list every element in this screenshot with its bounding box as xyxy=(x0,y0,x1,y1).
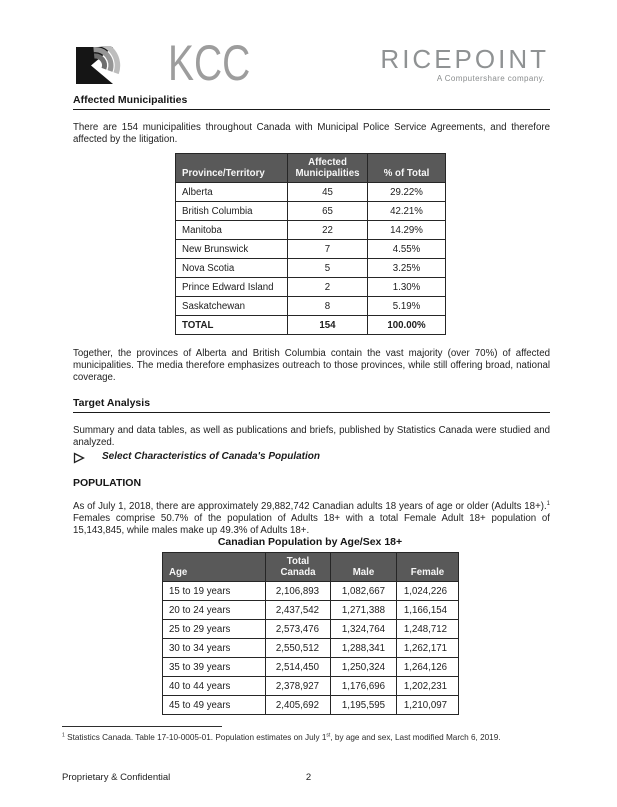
table-cell: Saskatchewan xyxy=(176,297,288,316)
table-row xyxy=(163,639,459,658)
footnote-reference-marker: 1 xyxy=(546,500,550,507)
section-heading-affected-municipalities: Affected Municipalities xyxy=(73,94,550,110)
section-heading-target-analysis: Target Analysis xyxy=(73,397,550,413)
table-cell: 1,324,764 xyxy=(331,620,397,639)
table-cell: 7 xyxy=(288,240,368,259)
table-cell: 65 xyxy=(288,202,368,221)
table-cell: 42.21% xyxy=(368,202,446,221)
footnote xyxy=(62,733,554,743)
table-row xyxy=(176,297,446,316)
table-cell: Manitoba xyxy=(176,221,288,240)
table-cell: 2,550,512 xyxy=(266,639,331,658)
table-header-row xyxy=(163,553,459,582)
kcc-logo-text: KCC xyxy=(168,35,251,91)
table-cell: British Columbia xyxy=(176,202,288,221)
footnote-ordinal-suffix: st xyxy=(326,732,331,739)
table-cell: New Brunswick xyxy=(176,240,288,259)
table-cell: 1,248,712 xyxy=(397,620,459,639)
table-cell: 29.22% xyxy=(368,183,446,202)
kcc-logo-icon xyxy=(76,46,140,86)
population-paragraph-part2: Females comprise 50.7% of the population of Adults 18+ with a total Female Adult 18+ population of 15,143,845, while males make up 49.3% of Adults 18+. xyxy=(73,512,550,536)
table-cell: 1,262,171 xyxy=(397,639,459,658)
table-row xyxy=(163,582,459,601)
table-cell: 20 to 24 years xyxy=(163,601,266,620)
table-cell: 14.29% xyxy=(368,221,446,240)
column-header: Male xyxy=(331,553,397,582)
table-cell: 2,405,692 xyxy=(266,696,331,715)
bullet-item xyxy=(73,451,550,464)
table-row xyxy=(163,620,459,639)
table-row xyxy=(176,259,446,278)
table-cell: TOTAL xyxy=(176,316,288,335)
table-header-row xyxy=(176,154,446,183)
table-cell: 45 xyxy=(288,183,368,202)
column-header: Female xyxy=(397,553,459,582)
column-header: Age xyxy=(163,553,266,582)
affected-municipalities-table xyxy=(175,153,446,335)
table-cell: 3.25% xyxy=(368,259,446,278)
table-cell: 45 to 49 years xyxy=(163,696,266,715)
table-cell: 40 to 44 years xyxy=(163,677,266,696)
population-paragraph-part1: As of July 1, 2018, there are approximately 29,882,742 Canadian adults 18 years of age or older (Adults 18+). xyxy=(73,500,547,512)
affected-outro-paragraph: Together, the provinces of Alberta and British Columbia contain the vast majority (over 70%) of affected municipalities. The media therefore emphasizes outreach to those provinces, while still offering broad, national coverage. xyxy=(73,347,550,383)
table-cell: 5 xyxy=(288,259,368,278)
footnote-separator xyxy=(62,726,222,727)
arrowhead-bullet-icon xyxy=(73,452,85,464)
table-cell: 1,210,097 xyxy=(397,696,459,715)
table-cell: 1,024,226 xyxy=(397,582,459,601)
ricepoint-logo xyxy=(380,46,549,83)
table-cell: 30 to 34 years xyxy=(163,639,266,658)
table-cell: 2,378,927 xyxy=(266,677,331,696)
table-cell: 25 to 29 years xyxy=(163,620,266,639)
table-cell: 1,271,388 xyxy=(331,601,397,620)
table-cell: 1,166,154 xyxy=(397,601,459,620)
footnote-text-part1: Statistics Canada. Table 17-10-0005-01. Population estimates on July 1 xyxy=(67,733,327,742)
table-cell: 154 xyxy=(288,316,368,335)
target-intro-paragraph: Summary and data tables, as well as publications and briefs, published by Statistics Canada were studied and analyzed. xyxy=(73,424,550,448)
table-cell: 1.30% xyxy=(368,278,446,297)
table-row xyxy=(176,240,446,259)
table-row xyxy=(176,202,446,221)
table-cell: 8 xyxy=(288,297,368,316)
table-cell: 4.55% xyxy=(368,240,446,259)
table-row xyxy=(163,677,459,696)
table-cell: Nova Scotia xyxy=(176,259,288,278)
column-header: Total Canada xyxy=(266,553,331,582)
table-row xyxy=(176,183,446,202)
table-cell: 2,437,542 xyxy=(266,601,331,620)
table-cell: 5.19% xyxy=(368,297,446,316)
population-heading: POPULATION xyxy=(73,477,142,489)
footer-page-number: 2 xyxy=(305,772,312,783)
table-cell: 100.00% xyxy=(368,316,446,335)
column-header: % of Total xyxy=(368,154,446,183)
population-table-title: Canadian Population by Age/Sex 18+ xyxy=(217,536,403,548)
table-cell: 35 to 39 years xyxy=(163,658,266,677)
ricepoint-logo-text: RICEPOINT xyxy=(380,44,549,74)
table-cell: 1,195,595 xyxy=(331,696,397,715)
affected-intro-paragraph: There are 154 municipalities throughout Canada with Municipal Police Service Agreements, and therefore affected by the litigation. xyxy=(73,121,550,145)
table-row xyxy=(176,221,446,240)
table-row xyxy=(163,658,459,677)
bullet-item-label: Select Characteristics of Canada's Population xyxy=(102,451,320,462)
table-cell: 2,514,450 xyxy=(266,658,331,677)
table-cell: 15 to 19 years xyxy=(163,582,266,601)
population-paragraph xyxy=(73,501,550,537)
table-cell: 1,176,696 xyxy=(331,677,397,696)
table-row xyxy=(163,696,459,715)
population-table xyxy=(162,552,459,715)
footnote-text-part2: , by age and sex, Last modified March 6, 2019. xyxy=(330,733,501,742)
table-cell: 1,202,231 xyxy=(397,677,459,696)
table-cell: 2 xyxy=(288,278,368,297)
table-cell: 2,573,476 xyxy=(266,620,331,639)
table-cell: Alberta xyxy=(176,183,288,202)
column-header: Province/Territory xyxy=(176,154,288,183)
table-cell: 1,250,324 xyxy=(331,658,397,677)
table-cell: 1,264,126 xyxy=(397,658,459,677)
table-cell: 1,288,341 xyxy=(331,639,397,658)
column-header: Affected Municipalities xyxy=(288,154,368,183)
table-cell: 1,082,667 xyxy=(331,582,397,601)
table-row xyxy=(163,601,459,620)
table-row xyxy=(176,278,446,297)
table-cell: 2,106,893 xyxy=(266,582,331,601)
table-cell: Prince Edward Island xyxy=(176,278,288,297)
table-total-row xyxy=(176,316,446,335)
footer-confidential-label: Proprietary & Confidential xyxy=(62,772,171,783)
ricepoint-tagline: A Computershare company. xyxy=(436,74,545,83)
table-cell: 22 xyxy=(288,221,368,240)
footnote-marker: 1 xyxy=(62,732,65,739)
